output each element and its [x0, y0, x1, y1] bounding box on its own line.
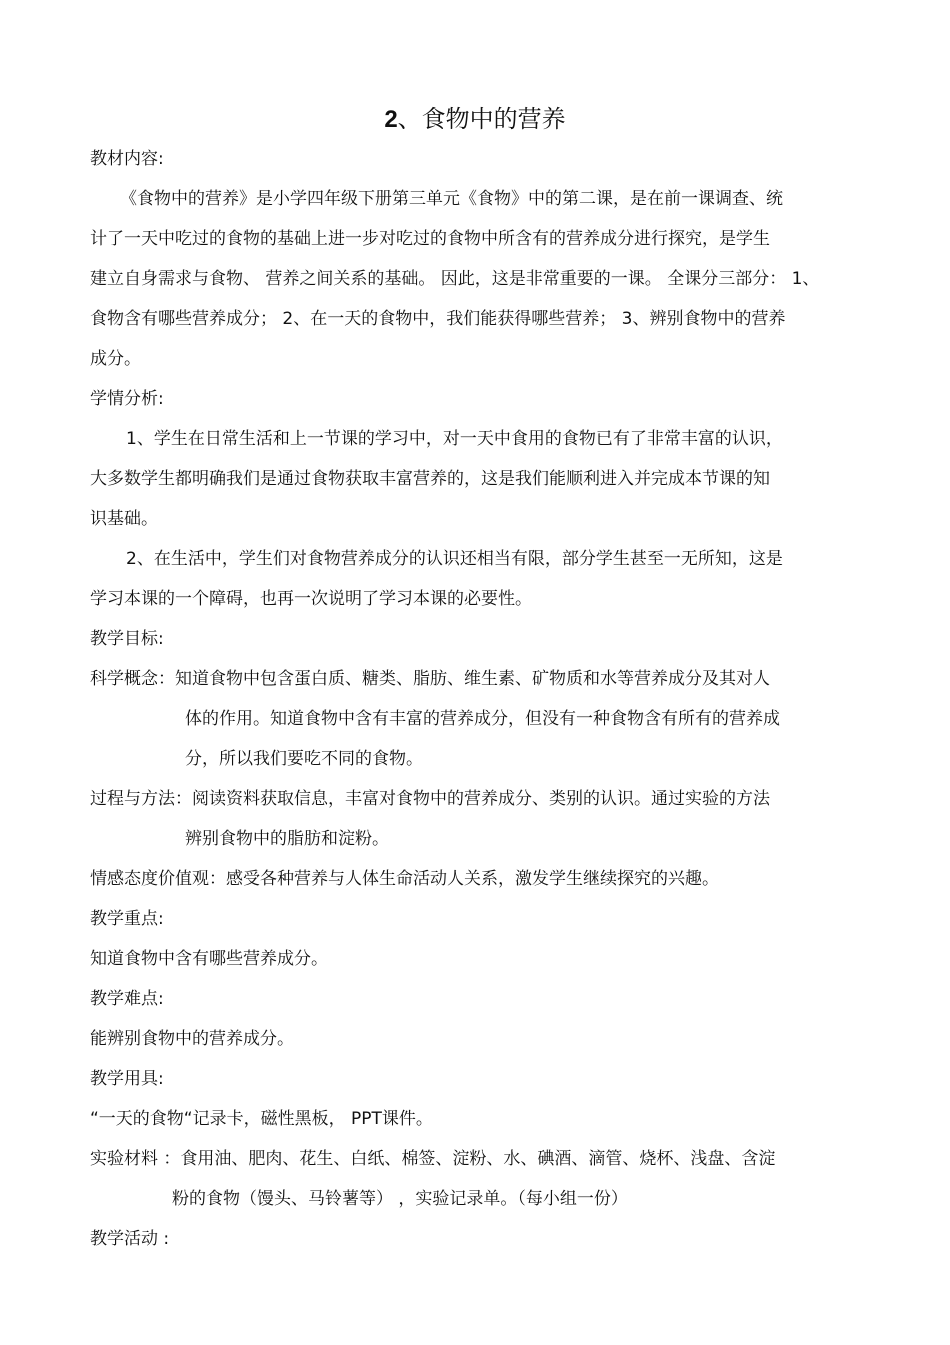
heading-difficulties: 教学难点: — [90, 989, 164, 1009]
paragraph-line: 分，所以我们要吃不同的食物。 — [185, 749, 423, 769]
heading-textbook-content: 教材内容: — [90, 149, 164, 169]
paragraph-line: 实验材料 ：食用油、肥肉、花生、白纸、棉签、淀粉、水、碘酒、滴管、烧杯、浅盘、含淀 — [90, 1149, 776, 1169]
paragraph-line: 辨别食物中的脂肪和淀粉。 — [185, 829, 389, 849]
page-title — [0, 104, 950, 135]
paragraph-line: 建立自身需求与食物、 营养之间关系的基础。 因此，这是非常重要的一课。 全课分三部分： 1、 — [90, 269, 820, 289]
paragraph-line: 《食物中的营养》是小学四年级下册第三单元《食物》中的第二课，是在前一课调查、统 — [120, 189, 783, 209]
paragraph-line: 能辨别食物中的营养成分。 — [90, 1029, 294, 1049]
paragraph-line: 成分。 — [90, 349, 141, 369]
heading-teaching-tools: 教学用具: — [90, 1069, 164, 1089]
paragraph-line: 大多数学生都明确我们是通过食物获取丰富营养的，这是我们能顺利进入并完成本节课的知 — [90, 469, 770, 489]
heading-key-points: 教学重点: — [90, 909, 164, 929]
paragraph-line: 过程与方法：阅读资料获取信息，丰富对食物中的营养成分、类别的认识。通过实验的方法 — [90, 789, 770, 809]
paragraph-line: “一天的食物“记录卡，磁性黑板， PPT课件。 — [90, 1109, 433, 1129]
paragraph-line: 1、学生在日常生活和上一节课的学习中，对一天中食用的食物已有了非常丰富的认识， — [126, 429, 783, 449]
paragraph-line: 2、在生活中，学生们对食物营养成分的认识还相当有限，部分学生甚至一无所知，这是 — [126, 549, 783, 569]
heading-teaching-activities: 教学活动 : — [90, 1229, 170, 1249]
paragraph-line: 情感态度价值观：感受各种营养与人体生命活动人关系，激发学生继续探究的兴趣。 — [90, 869, 719, 889]
paragraph-line: 食物含有哪些营养成分； 2、在一天的食物中，我们能获得哪些营养； 3、辨别食物中的营养 — [90, 309, 786, 329]
paragraph-line: 体的作用。知道食物中含有丰富的营养成分，但没有一种食物含有所有的营养成 — [185, 709, 780, 729]
paragraph-line: 知道食物中含有哪些营养成分。 — [90, 949, 328, 969]
paragraph-line: 学习本课的一个障碍，也再一次说明了学习本课的必要性。 — [90, 589, 532, 609]
paragraph-line: 识基础。 — [90, 509, 158, 529]
heading-student-analysis: 学情分析: — [90, 389, 164, 409]
title-number: 2 — [384, 106, 398, 133]
title-text: 、食物中的营养 — [397, 105, 566, 133]
paragraph-line: 粉的食物（馒头、马铃薯等） ，实验记录单。（每小组一份） — [172, 1189, 628, 1209]
paragraph-line: 计了一天中吃过的食物的基础上进一步对吃过的食物中所含有的营养成分进行探究，是学生 — [90, 229, 770, 249]
paragraph-line: 科学概念：知道食物中包含蛋白质、糖类、脂肪、维生素、矿物质和水等营养成分及其对人 — [90, 669, 770, 689]
heading-teaching-goals: 教学目标: — [90, 629, 164, 649]
